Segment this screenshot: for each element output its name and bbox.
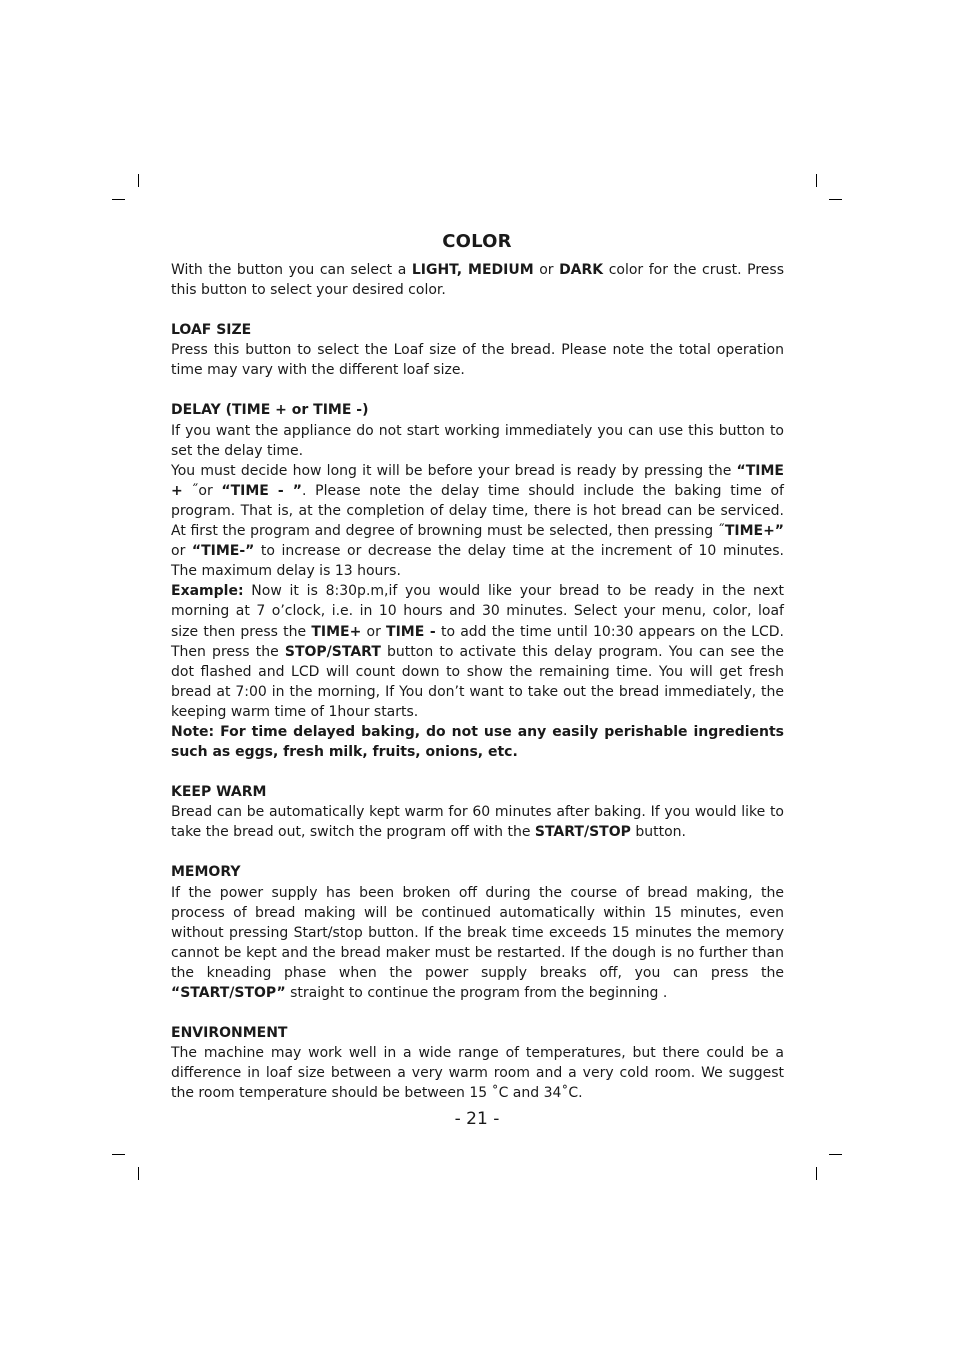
environment-heading: ENVIRONMENT — [171, 1025, 288, 1042]
delay-paragraph-intro: If you want the appliance do not start working immediately you can use this button to set the delay time. — [171, 422, 784, 459]
delay-note — [171, 722, 784, 762]
section-gap — [171, 842, 784, 862]
bold-run: “TIME-” — [191, 543, 255, 560]
text-run: straight to continue the program from the beginning . — [285, 985, 668, 1001]
bold-run: “TIME + — [171, 462, 784, 499]
crop-mark-top-right-horizontal — [829, 199, 842, 200]
page-title: COLOR — [442, 231, 512, 252]
crop-mark-bottom-right-horizontal — [829, 1154, 842, 1155]
text-run: or — [171, 543, 192, 560]
text-run: You must decide how long it will be before your bread is ready by pressing the — [171, 462, 737, 479]
text-run: button. — [630, 824, 686, 841]
crop-mark-top-left-vertical — [138, 174, 139, 187]
text-run: Bread can be automatically kept warm for 60 minutes after baking. If you would like to take the bread out, switch the program off with the — [171, 804, 784, 841]
delay-heading: DELAY (TIME + or TIME -) — [171, 402, 369, 419]
text-run: With the button you can select a — [171, 262, 412, 278]
text-run: to add the time until 10:30 appears on the LCD. Then press the — [171, 623, 784, 660]
bold-run: “START/STOP” — [171, 985, 286, 1001]
bold-run: Note: For time delayed baking, do not use any easily perishable ingredients such as eggs, fresh milk, fruits, onions, etc. — [171, 723, 784, 761]
section-gap — [171, 300, 784, 320]
crop-mark-bottom-left-vertical — [138, 1167, 139, 1180]
manual-content — [171, 260, 784, 1103]
bold-run: STOP/START — [284, 643, 381, 660]
section-gap — [171, 762, 784, 782]
text-run: or — [361, 623, 387, 640]
text-run: to increase or decrease the delay time at the increment of 10 minutes. The maximum delay is 13 hours. — [171, 543, 784, 580]
text-run: . Please note the delay time should include the baking time of program. That is, at the completion of delay time, there is hot bread can be serviced. At first the program and degree of browning must be selected, then pressing ˝ — [171, 482, 784, 540]
bold-run: TIME+” — [724, 523, 784, 540]
delay-paragraph-example — [171, 581, 784, 722]
keep-warm-heading: KEEP WARM — [171, 784, 267, 801]
bold-run: TIME+ — [311, 623, 362, 640]
environment-paragraph: The machine may work well in a wide range of temperatures, but there could be a difference in loaf size between a very warm room and a very cold room. We suggest the room temperature should be between 15 ˚C and 34˚C. — [171, 1045, 784, 1102]
memory-paragraph — [171, 883, 784, 1004]
crop-mark-top-left-horizontal — [112, 199, 125, 200]
keep-warm-paragraph — [171, 802, 784, 842]
crop-mark-bottom-right-vertical — [816, 1167, 817, 1180]
crop-mark-top-right-vertical — [816, 174, 817, 187]
bold-run: Example: — [171, 583, 244, 600]
section-gap — [171, 1003, 784, 1023]
page-number: - 21 - — [454, 1109, 500, 1129]
loaf-size-heading: LOAF SIZE — [171, 322, 252, 339]
delay-paragraph-how — [171, 461, 784, 582]
text-run: or — [533, 262, 560, 278]
bold-run: LIGHT, MEDIUM — [411, 262, 534, 278]
crop-mark-bottom-left-horizontal — [112, 1154, 125, 1155]
loaf-size-paragraph: Press this button to select the Loaf size of the bread. Please note the total operation time may vary with the different loaf size. — [171, 342, 784, 379]
bold-run: “TIME - ” — [221, 482, 303, 499]
bold-run: TIME - — [386, 623, 436, 640]
text-run: Now it is 8:30p.m,if you would like your bread to be ready in the next morning at 7 o’clock, i.e. in 10 hours and 30 minutes. Select your menu, color, loaf size then press the — [171, 583, 784, 640]
memory-heading: MEMORY — [171, 864, 241, 881]
text-run: ˝or — [182, 482, 222, 499]
text-run: If the power supply has been broken off during the course of bread making, the process of bread making will be continued automatically within 15 minutes, even without pressing Start/stop button. If the break time exceeds 15 minutes the memory cannot be kept and the bread maker must be restarted. If the dough is no further than the kneading phase when the power supply breaks off, you can press the — [171, 884, 784, 981]
bold-run: DARK — [559, 262, 604, 278]
bold-run: START/STOP — [534, 824, 631, 841]
section-gap — [171, 380, 784, 400]
color-paragraph — [171, 260, 784, 300]
text-run: button to activate this delay program. You can see the dot flashed and LCD will count down to show the remaining time. You will get fresh bread at 7:00 in the morning, If You don’t want to take out the bread immediately, the keeping warm time of 1hour starts. — [171, 643, 784, 720]
text-run: color for the crust. Press this button to select your desired color. — [171, 262, 784, 299]
